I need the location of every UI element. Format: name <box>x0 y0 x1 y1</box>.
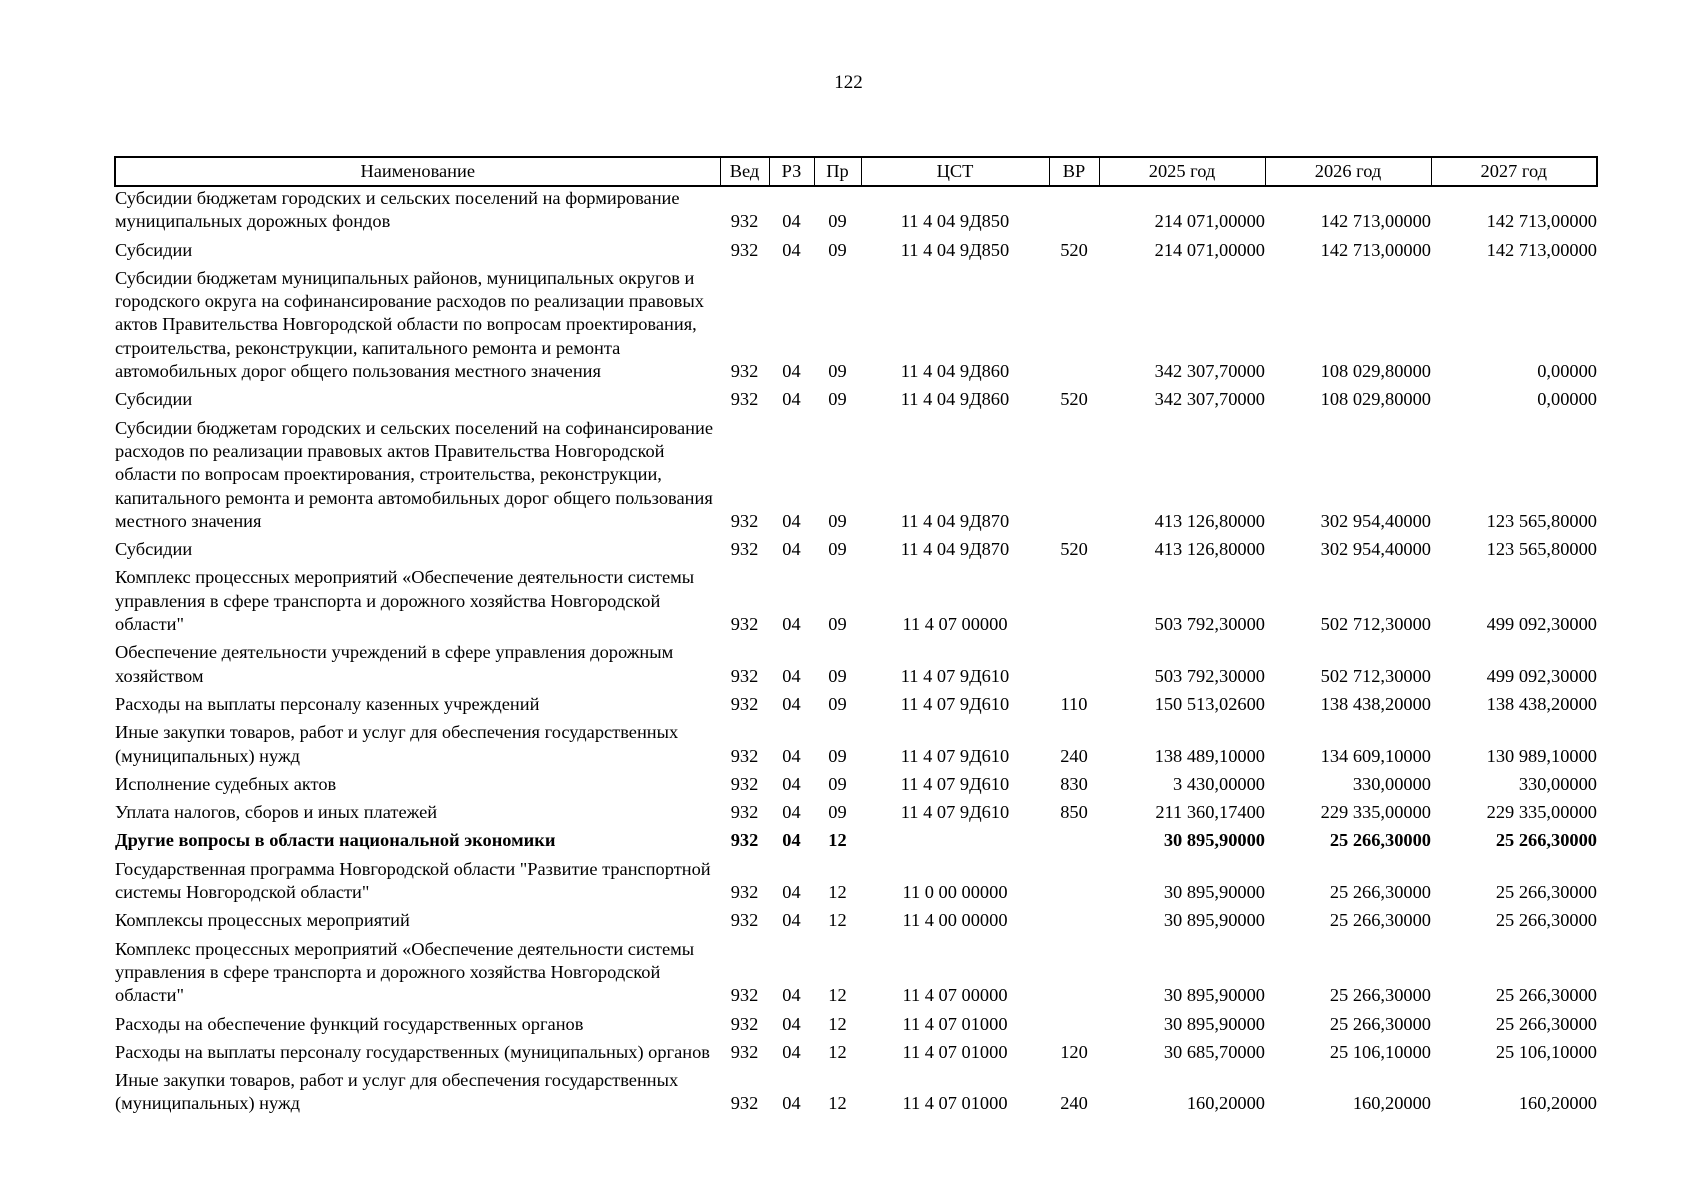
cell-rz: 04 <box>782 745 801 766</box>
cell-name: Обеспечение деятельности учреждений в сфере управления дорожным хозяйством <box>115 642 674 686</box>
cell-vr: 520 <box>1060 389 1088 410</box>
table-row <box>115 566 1597 641</box>
cell-vr: 110 <box>1060 693 1088 714</box>
cell-2026: 142 713,00000 <box>1320 239 1431 260</box>
cell-cst: 11 4 04 9Д860 <box>900 389 1010 410</box>
cell-ved: 932 <box>730 745 759 766</box>
cell-ved: 932 <box>730 802 759 823</box>
cell-2026: 25 266,30000 <box>1329 882 1431 903</box>
cell-2025: 214 071,00000 <box>1154 211 1265 232</box>
cell-2026: 502 712,30000 <box>1320 665 1431 686</box>
cell-rz: 04 <box>782 773 801 794</box>
cell-2025: 30 685,70000 <box>1163 1041 1265 1062</box>
header-rz: РЗ <box>769 157 814 186</box>
cell-cst: 11 4 04 9Д860 <box>900 361 1010 382</box>
cell-pr: 09 <box>828 665 847 686</box>
cell-rz: 04 <box>782 211 801 232</box>
cell-pr: 12 <box>828 985 847 1006</box>
cell-vr <box>1049 267 1099 388</box>
cell-vr <box>1049 829 1099 857</box>
cell-rz: 04 <box>782 239 801 260</box>
cell-2025: 3 430,00000 <box>1173 773 1265 794</box>
cell-2025: 138 489,10000 <box>1154 745 1265 766</box>
cell-rz: 04 <box>782 882 801 903</box>
table-row <box>115 801 1597 829</box>
cell-rz: 04 <box>782 361 801 382</box>
cell-ved: 932 <box>730 539 759 560</box>
cell-name: Уплата налогов, сборов и иных платежей <box>115 802 438 823</box>
cell-pr: 12 <box>828 1093 847 1114</box>
cell-2027: 25 266,30000 <box>1495 985 1597 1006</box>
cell-2027: 25 266,30000 <box>1495 882 1597 903</box>
cell-2025: 503 792,30000 <box>1154 614 1265 635</box>
table-row <box>115 1013 1597 1041</box>
cell-cst: 11 4 07 9Д610 <box>900 693 1010 714</box>
cell-2026: 25 106,10000 <box>1329 1041 1431 1062</box>
table-body <box>115 186 1597 1121</box>
cell-pr: 09 <box>828 239 847 260</box>
budget-table-container <box>114 156 1597 1121</box>
table-row <box>115 1069 1597 1121</box>
cell-ved: 932 <box>730 1041 759 1062</box>
cell-ved: 932 <box>730 882 759 903</box>
cell-cst: 11 4 04 9Д870 <box>900 510 1010 531</box>
cell-rz: 04 <box>782 693 801 714</box>
table-row <box>115 239 1597 267</box>
cell-cst: 11 4 07 01000 <box>902 1093 1008 1114</box>
cell-name: Другие вопросы в области национальной экономики <box>115 830 556 851</box>
cell-cst: 11 0 00 00000 <box>902 882 1008 903</box>
cell-2027: 160,20000 <box>1518 1093 1597 1114</box>
cell-name: Субсидии бюджетам муниципальных районов, муниципальных округов и городского округа на софинансирование расходов по реализации правовых актов Правительства Новгородской области по вопросам проектирования, строительства, реконструкции, капитального ремонта и ремонта автомобильных дорог общего пользования местного значения <box>115 267 704 382</box>
cell-rz: 04 <box>782 1013 801 1034</box>
table-row <box>115 773 1597 801</box>
cell-vr <box>1049 909 1099 937</box>
cell-rz: 04 <box>782 665 801 686</box>
cell-ved: 932 <box>730 910 759 931</box>
cell-2026: 138 438,20000 <box>1320 693 1431 714</box>
cell-rz: 04 <box>782 802 801 823</box>
cell-2026: 134 609,10000 <box>1320 745 1431 766</box>
cell-ved: 932 <box>730 1093 759 1114</box>
cell-2027: 229 335,00000 <box>1486 802 1597 823</box>
cell-pr: 09 <box>828 211 847 232</box>
cell-2025: 413 126,80000 <box>1154 510 1265 531</box>
cell-rz: 04 <box>782 830 801 851</box>
cell-2025: 503 792,30000 <box>1154 665 1265 686</box>
cell-2026: 142 713,00000 <box>1320 211 1431 232</box>
table-row <box>115 829 1597 857</box>
cell-pr: 12 <box>828 1013 847 1034</box>
cell-2026: 160,20000 <box>1352 1093 1431 1114</box>
cell-2027: 25 106,10000 <box>1495 1041 1597 1062</box>
cell-vr <box>1049 417 1099 538</box>
cell-name: Субсидии <box>115 239 193 260</box>
budget-table <box>114 156 1598 1121</box>
cell-vr: 240 <box>1060 1093 1088 1114</box>
cell-rz: 04 <box>782 389 801 410</box>
cell-2027: 25 266,30000 <box>1495 1013 1597 1034</box>
cell-name: Субсидии <box>115 539 193 560</box>
cell-2025: 413 126,80000 <box>1154 539 1265 560</box>
header-2025: 2025 год <box>1099 157 1265 186</box>
cell-pr: 12 <box>828 910 847 931</box>
cell-2026: 502 712,30000 <box>1320 614 1431 635</box>
cell-cst: 11 4 07 00000 <box>902 614 1008 635</box>
cell-rz: 04 <box>782 510 801 531</box>
cell-2025: 214 071,00000 <box>1154 239 1265 260</box>
cell-2025: 30 895,90000 <box>1163 1013 1265 1034</box>
cell-ved: 932 <box>730 665 759 686</box>
cell-name: Государственная программа Новгородской области "Развитие транспортной системы Новгородской области" <box>115 858 711 903</box>
cell-vr <box>1049 566 1099 641</box>
cell-name: Субсидии бюджетам городских и сельских поселений на формирование муниципальных дорожных фондов <box>115 188 680 232</box>
table-row <box>115 938 1597 1013</box>
cell-pr: 09 <box>828 802 847 823</box>
cell-vr: 520 <box>1060 539 1088 560</box>
table-row <box>115 858 1597 910</box>
cell-ved: 932 <box>730 693 759 714</box>
table-row <box>115 641 1597 693</box>
cell-ved: 932 <box>730 773 759 794</box>
cell-vr: 120 <box>1060 1041 1088 1062</box>
table-row <box>115 388 1597 416</box>
cell-name: Субсидии бюджетам городских и сельских поселений на софинансирование расходов по реализации правовых актов Правительства Новгородской области по вопросам проектирования, строительства, реконструкции, капитального ремонта и ремонта автомобильных дорог общего пользования местного значения <box>115 417 713 531</box>
cell-cst: 11 4 07 9Д610 <box>900 665 1010 686</box>
cell-cst: 11 4 07 01000 <box>902 1013 1008 1034</box>
table-header <box>115 157 1597 186</box>
cell-2026: 25 266,30000 <box>1329 1013 1431 1034</box>
cell-name: Расходы на выплаты персоналу государственных (муниципальных) органов <box>115 1041 710 1062</box>
cell-pr: 09 <box>828 361 847 382</box>
cell-2027: 0,00000 <box>1537 361 1597 382</box>
page-number: 122 <box>834 72 863 93</box>
table-row <box>115 186 1597 239</box>
cell-pr: 09 <box>828 773 847 794</box>
cell-cst: 11 4 00 00000 <box>902 910 1008 931</box>
header-name: Наименование <box>115 157 720 186</box>
cell-name: Расходы на обеспечение функций государственных органов <box>115 1013 584 1034</box>
cell-2026: 108 029,80000 <box>1320 361 1431 382</box>
cell-2026: 229 335,00000 <box>1320 802 1431 823</box>
cell-pr: 09 <box>828 693 847 714</box>
cell-2026: 330,00000 <box>1352 773 1431 794</box>
cell-2027: 0,00000 <box>1537 389 1597 410</box>
cell-2025: 160,20000 <box>1186 1093 1265 1114</box>
cell-ved: 932 <box>730 361 759 382</box>
header-vr: ВР <box>1049 157 1099 186</box>
cell-name: Расходы на выплаты персоналу казенных учреждений <box>115 693 540 714</box>
cell-vr <box>1049 641 1099 693</box>
table-row <box>115 693 1597 721</box>
cell-2025: 30 895,90000 <box>1163 910 1265 931</box>
cell-pr: 09 <box>828 539 847 560</box>
cell-vr: 520 <box>1060 239 1088 260</box>
cell-vr <box>1049 858 1099 910</box>
cell-cst: 11 4 07 00000 <box>902 985 1008 1006</box>
header-row <box>115 157 1597 186</box>
cell-2027: 123 565,80000 <box>1486 510 1597 531</box>
cell-vr: 830 <box>1060 773 1088 794</box>
cell-2027: 142 713,00000 <box>1486 239 1597 260</box>
cell-2027: 330,00000 <box>1518 773 1597 794</box>
cell-2025: 342 307,70000 <box>1154 361 1265 382</box>
cell-ved: 932 <box>730 985 759 1006</box>
cell-pr: 09 <box>828 389 847 410</box>
header-pr: Пр <box>814 157 861 186</box>
cell-name: Комплекс процессных мероприятий «Обеспечение деятельности системы управления в сфере транспорта и дорожного хозяйства Новгородской области" <box>115 938 695 1006</box>
cell-ved: 932 <box>730 1013 759 1034</box>
cell-2025: 211 360,17400 <box>1155 802 1265 823</box>
cell-vr <box>1049 938 1099 1013</box>
cell-name: Иные закупки товаров, работ и услуг для обеспечения государственных (муниципальных) нужд <box>115 1070 679 1114</box>
header-ved: Вед <box>720 157 769 186</box>
cell-2026: 25 266,30000 <box>1329 910 1431 931</box>
cell-rz: 04 <box>782 614 801 635</box>
cell-cst: 11 4 07 9Д610 <box>900 745 1010 766</box>
cell-rz: 04 <box>782 910 801 931</box>
cell-2027: 499 092,30000 <box>1486 665 1597 686</box>
header-2027: 2027 год <box>1431 157 1597 186</box>
cell-2025: 342 307,70000 <box>1154 389 1265 410</box>
cell-name: Комплексы процессных мероприятий <box>115 910 410 931</box>
table-row <box>115 721 1597 773</box>
table-row <box>115 417 1597 538</box>
cell-cst: 11 4 04 9Д850 <box>900 211 1010 232</box>
cell-ved: 932 <box>730 211 759 232</box>
cell-rz: 04 <box>782 985 801 1006</box>
cell-pr: 09 <box>828 510 847 531</box>
cell-rz: 04 <box>782 1041 801 1062</box>
cell-2026: 108 029,80000 <box>1320 389 1431 410</box>
cell-vr: 850 <box>1060 802 1088 823</box>
cell-2027: 142 713,00000 <box>1486 211 1597 232</box>
cell-vr: 240 <box>1060 745 1088 766</box>
table-row <box>115 1041 1597 1069</box>
cell-pr: 12 <box>828 882 847 903</box>
cell-ved: 932 <box>730 389 759 410</box>
cell-ved: 932 <box>730 614 759 635</box>
cell-cst: 11 4 07 01000 <box>902 1041 1008 1062</box>
cell-2026: 25 266,30000 <box>1329 830 1431 851</box>
cell-2026: 302 954,40000 <box>1320 510 1431 531</box>
cell-2027: 130 989,10000 <box>1486 745 1597 766</box>
cell-name: Субсидии <box>115 389 193 410</box>
cell-pr: 09 <box>828 745 847 766</box>
cell-pr: 09 <box>828 614 847 635</box>
cell-rz: 04 <box>782 539 801 560</box>
table-row <box>115 538 1597 566</box>
cell-vr <box>1049 186 1099 239</box>
cell-cst <box>861 829 1049 857</box>
cell-name: Комплекс процессных мероприятий «Обеспечение деятельности системы управления в сфере транспорта и дорожного хозяйства Новгородской области" <box>115 567 695 635</box>
cell-2025: 150 513,02600 <box>1154 693 1265 714</box>
cell-ved: 932 <box>730 510 759 531</box>
cell-2027: 25 266,30000 <box>1495 830 1597 851</box>
cell-cst: 11 4 07 9Д610 <box>900 773 1010 794</box>
cell-cst: 11 4 04 9Д850 <box>900 239 1010 260</box>
cell-cst: 11 4 07 9Д610 <box>900 802 1010 823</box>
header-2026: 2026 год <box>1265 157 1431 186</box>
cell-2025: 30 895,90000 <box>1163 882 1265 903</box>
cell-ved: 932 <box>730 239 759 260</box>
cell-2025: 30 895,90000 <box>1163 830 1265 851</box>
table-row <box>115 267 1597 388</box>
cell-name: Иные закупки товаров, работ и услуг для обеспечения государственных (муниципальных) нужд <box>115 722 679 766</box>
cell-pr: 12 <box>828 1041 847 1062</box>
cell-2026: 302 954,40000 <box>1320 539 1431 560</box>
cell-pr: 12 <box>828 830 847 851</box>
cell-2027: 25 266,30000 <box>1495 910 1597 931</box>
cell-2027: 123 565,80000 <box>1486 539 1597 560</box>
cell-ved: 932 <box>730 830 759 851</box>
header-cst: ЦСТ <box>861 157 1049 186</box>
cell-2027: 138 438,20000 <box>1486 693 1597 714</box>
cell-vr <box>1049 1013 1099 1041</box>
cell-rz: 04 <box>782 1093 801 1114</box>
cell-2027: 499 092,30000 <box>1486 614 1597 635</box>
cell-2025: 30 895,90000 <box>1163 985 1265 1006</box>
table-row <box>115 909 1597 937</box>
cell-2026: 25 266,30000 <box>1329 985 1431 1006</box>
cell-cst: 11 4 04 9Д870 <box>900 539 1010 560</box>
cell-name: Исполнение судебных актов <box>115 773 337 794</box>
